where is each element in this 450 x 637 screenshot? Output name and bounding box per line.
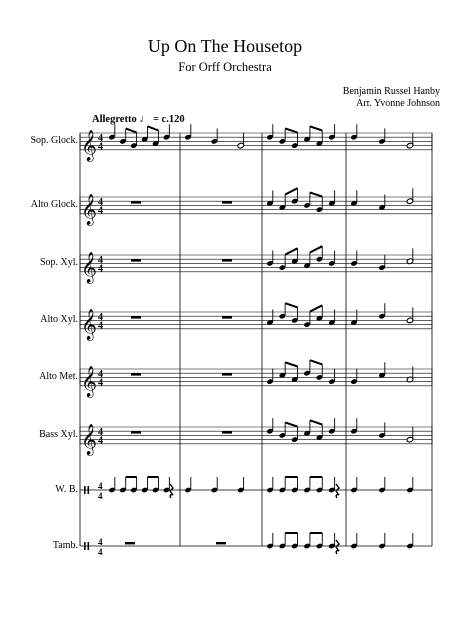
beam xyxy=(126,128,137,132)
whole-rest xyxy=(131,316,141,318)
time-signature: 4 xyxy=(98,481,103,491)
time-signature: 4 xyxy=(98,132,103,144)
whole-rest xyxy=(222,373,232,375)
whole-rest xyxy=(222,316,232,318)
whole-rest xyxy=(222,431,232,433)
treble-clef-icon: 𝄞 xyxy=(81,365,97,397)
time-signature: 4 xyxy=(98,311,103,323)
time-signature: 4 xyxy=(98,205,103,217)
whole-rest xyxy=(216,542,226,544)
instrument-label: Sop. Xyl. xyxy=(39,257,78,268)
percussion-clef-icon xyxy=(84,542,86,550)
time-signature: 4 xyxy=(98,141,103,153)
beam xyxy=(310,192,322,196)
score-subtitle: For Orff Orchestra xyxy=(178,60,272,74)
whole-rest xyxy=(222,259,232,261)
beam xyxy=(285,188,297,194)
instrument-label: W. B. xyxy=(55,484,78,495)
percussion-clef-icon xyxy=(88,542,90,550)
beam xyxy=(310,420,322,424)
beam xyxy=(285,422,297,426)
time-signature: 4 xyxy=(98,196,103,208)
quarter-rest xyxy=(170,484,173,498)
composer-credit: Benjamin Russel Hanby xyxy=(342,86,440,97)
beam xyxy=(148,126,159,130)
tempo-text: Allegretto xyxy=(92,114,137,125)
instrument-label: Sop. Glock. xyxy=(30,135,78,146)
time-signature: 4 xyxy=(98,547,103,557)
beam xyxy=(310,305,322,311)
beam xyxy=(285,362,297,366)
whole-rest xyxy=(222,201,232,203)
beam xyxy=(310,126,322,130)
time-signature: 4 xyxy=(98,254,103,266)
time-signature: 4 xyxy=(98,320,103,332)
score-title: Up On The Housetop xyxy=(147,36,303,56)
quarter-note-icon: ♩ xyxy=(139,113,151,125)
treble-clef-icon: 𝄞 xyxy=(81,423,97,455)
time-signature: 4 xyxy=(98,263,103,275)
beam xyxy=(285,128,297,132)
quarter-rest xyxy=(336,540,339,554)
treble-clef-icon: 𝄞 xyxy=(81,193,97,225)
arranger-credit: Arr. Yvonne Johnson xyxy=(356,98,440,109)
time-signature: 4 xyxy=(98,426,103,438)
time-signature: 4 xyxy=(98,368,103,380)
percussion-clef-icon xyxy=(84,486,86,494)
percussion-clef-icon xyxy=(88,486,90,494)
whole-rest xyxy=(131,373,141,375)
whole-rest xyxy=(131,201,141,203)
time-signature: 4 xyxy=(98,435,103,447)
instrument-label: Bass Xyl. xyxy=(39,429,78,440)
instrument-label: Alto Met. xyxy=(39,371,78,382)
whole-rest xyxy=(125,542,135,544)
whole-rest xyxy=(131,259,141,261)
treble-clef-icon: 𝄞 xyxy=(81,251,97,283)
time-signature: 4 xyxy=(98,491,103,501)
instrument-label: Tamb. xyxy=(52,540,78,551)
instrument-label: Alto Xyl. xyxy=(40,314,78,325)
beam xyxy=(310,246,322,252)
quarter-rest xyxy=(336,484,339,498)
beam xyxy=(285,303,297,307)
instrument-label: Alto Glock. xyxy=(30,199,78,210)
beam xyxy=(310,360,322,364)
beam xyxy=(285,248,297,254)
tempo-value: = c.120 xyxy=(152,114,185,125)
whole-rest xyxy=(131,431,141,433)
treble-clef-icon: 𝄞 xyxy=(81,308,97,340)
time-signature: 4 xyxy=(98,377,103,389)
time-signature: 4 xyxy=(98,537,103,547)
treble-clef-icon: 𝄞 xyxy=(81,129,97,161)
